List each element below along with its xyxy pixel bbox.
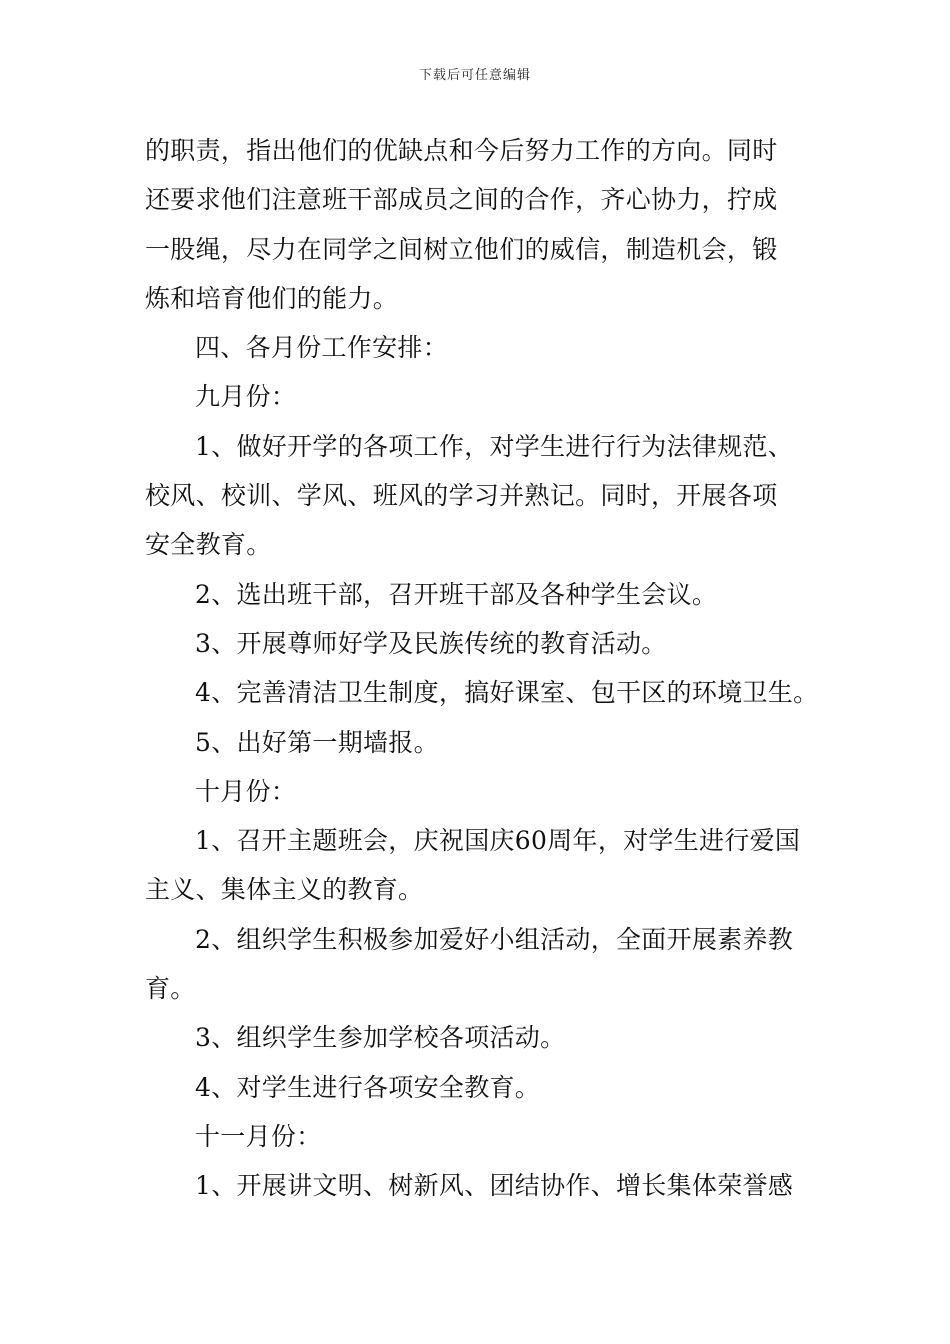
text-line: 的职责，指出他们的优缺点和今后努力工作的方向。同时	[145, 136, 778, 165]
list-item: 1、召开主题班会，庆祝国庆60周年，对学生进行爱国	[195, 826, 801, 856]
section-heading: 四、各月份工作安排：	[195, 333, 449, 363]
month-heading-october: 十月份：	[195, 776, 297, 806]
text-line: 炼和培育他们的能力。	[145, 283, 399, 313]
list-item: 2、组织学生积极参加爱好小组活动，全面开展素养教	[195, 924, 794, 954]
list-item: 1、开展讲文明、树新风、团结协作、增长集体荣誉感	[195, 1171, 794, 1201]
month-heading-november: 十一月份：	[195, 1121, 322, 1151]
list-item: 5、出好第一期墙报。	[195, 727, 439, 757]
list-item: 3、组织学生参加学校各项活动。	[195, 1023, 566, 1053]
text-line: 还要求他们注意班干部成员之间的合作，齐心协力，拧成	[145, 185, 778, 215]
list-item: 1、做好开学的各项工作，对学生进行行为法律规范、	[195, 431, 794, 461]
page-header: 下载后可任意编辑	[418, 68, 531, 83]
text-line: 安全教育。	[145, 530, 272, 560]
text-line: 主义、集体主义的教育。	[145, 875, 424, 905]
document-body	[145, 126, 819, 1211]
list-item: 4、完善清洁卫生制度，搞好课室、包干区的环境卫生。	[195, 678, 819, 708]
list-item: 3、开展尊师好学及民族传统的教育活动。	[195, 628, 667, 658]
text-line: 校风、校训、学风、班风的学习并熟记。同时，开展各项	[145, 481, 778, 511]
list-item: 4、对学生进行各项安全教育。	[195, 1072, 541, 1102]
list-item: 2、选出班干部，召开班干部及各种学生会议。	[195, 579, 718, 609]
month-heading-september: 九月份：	[195, 382, 297, 412]
text-line: 一股绳，尽力在同学之间树立他们的威信，制造机会，锻	[145, 234, 778, 264]
text-line: 育。	[145, 974, 196, 1004]
